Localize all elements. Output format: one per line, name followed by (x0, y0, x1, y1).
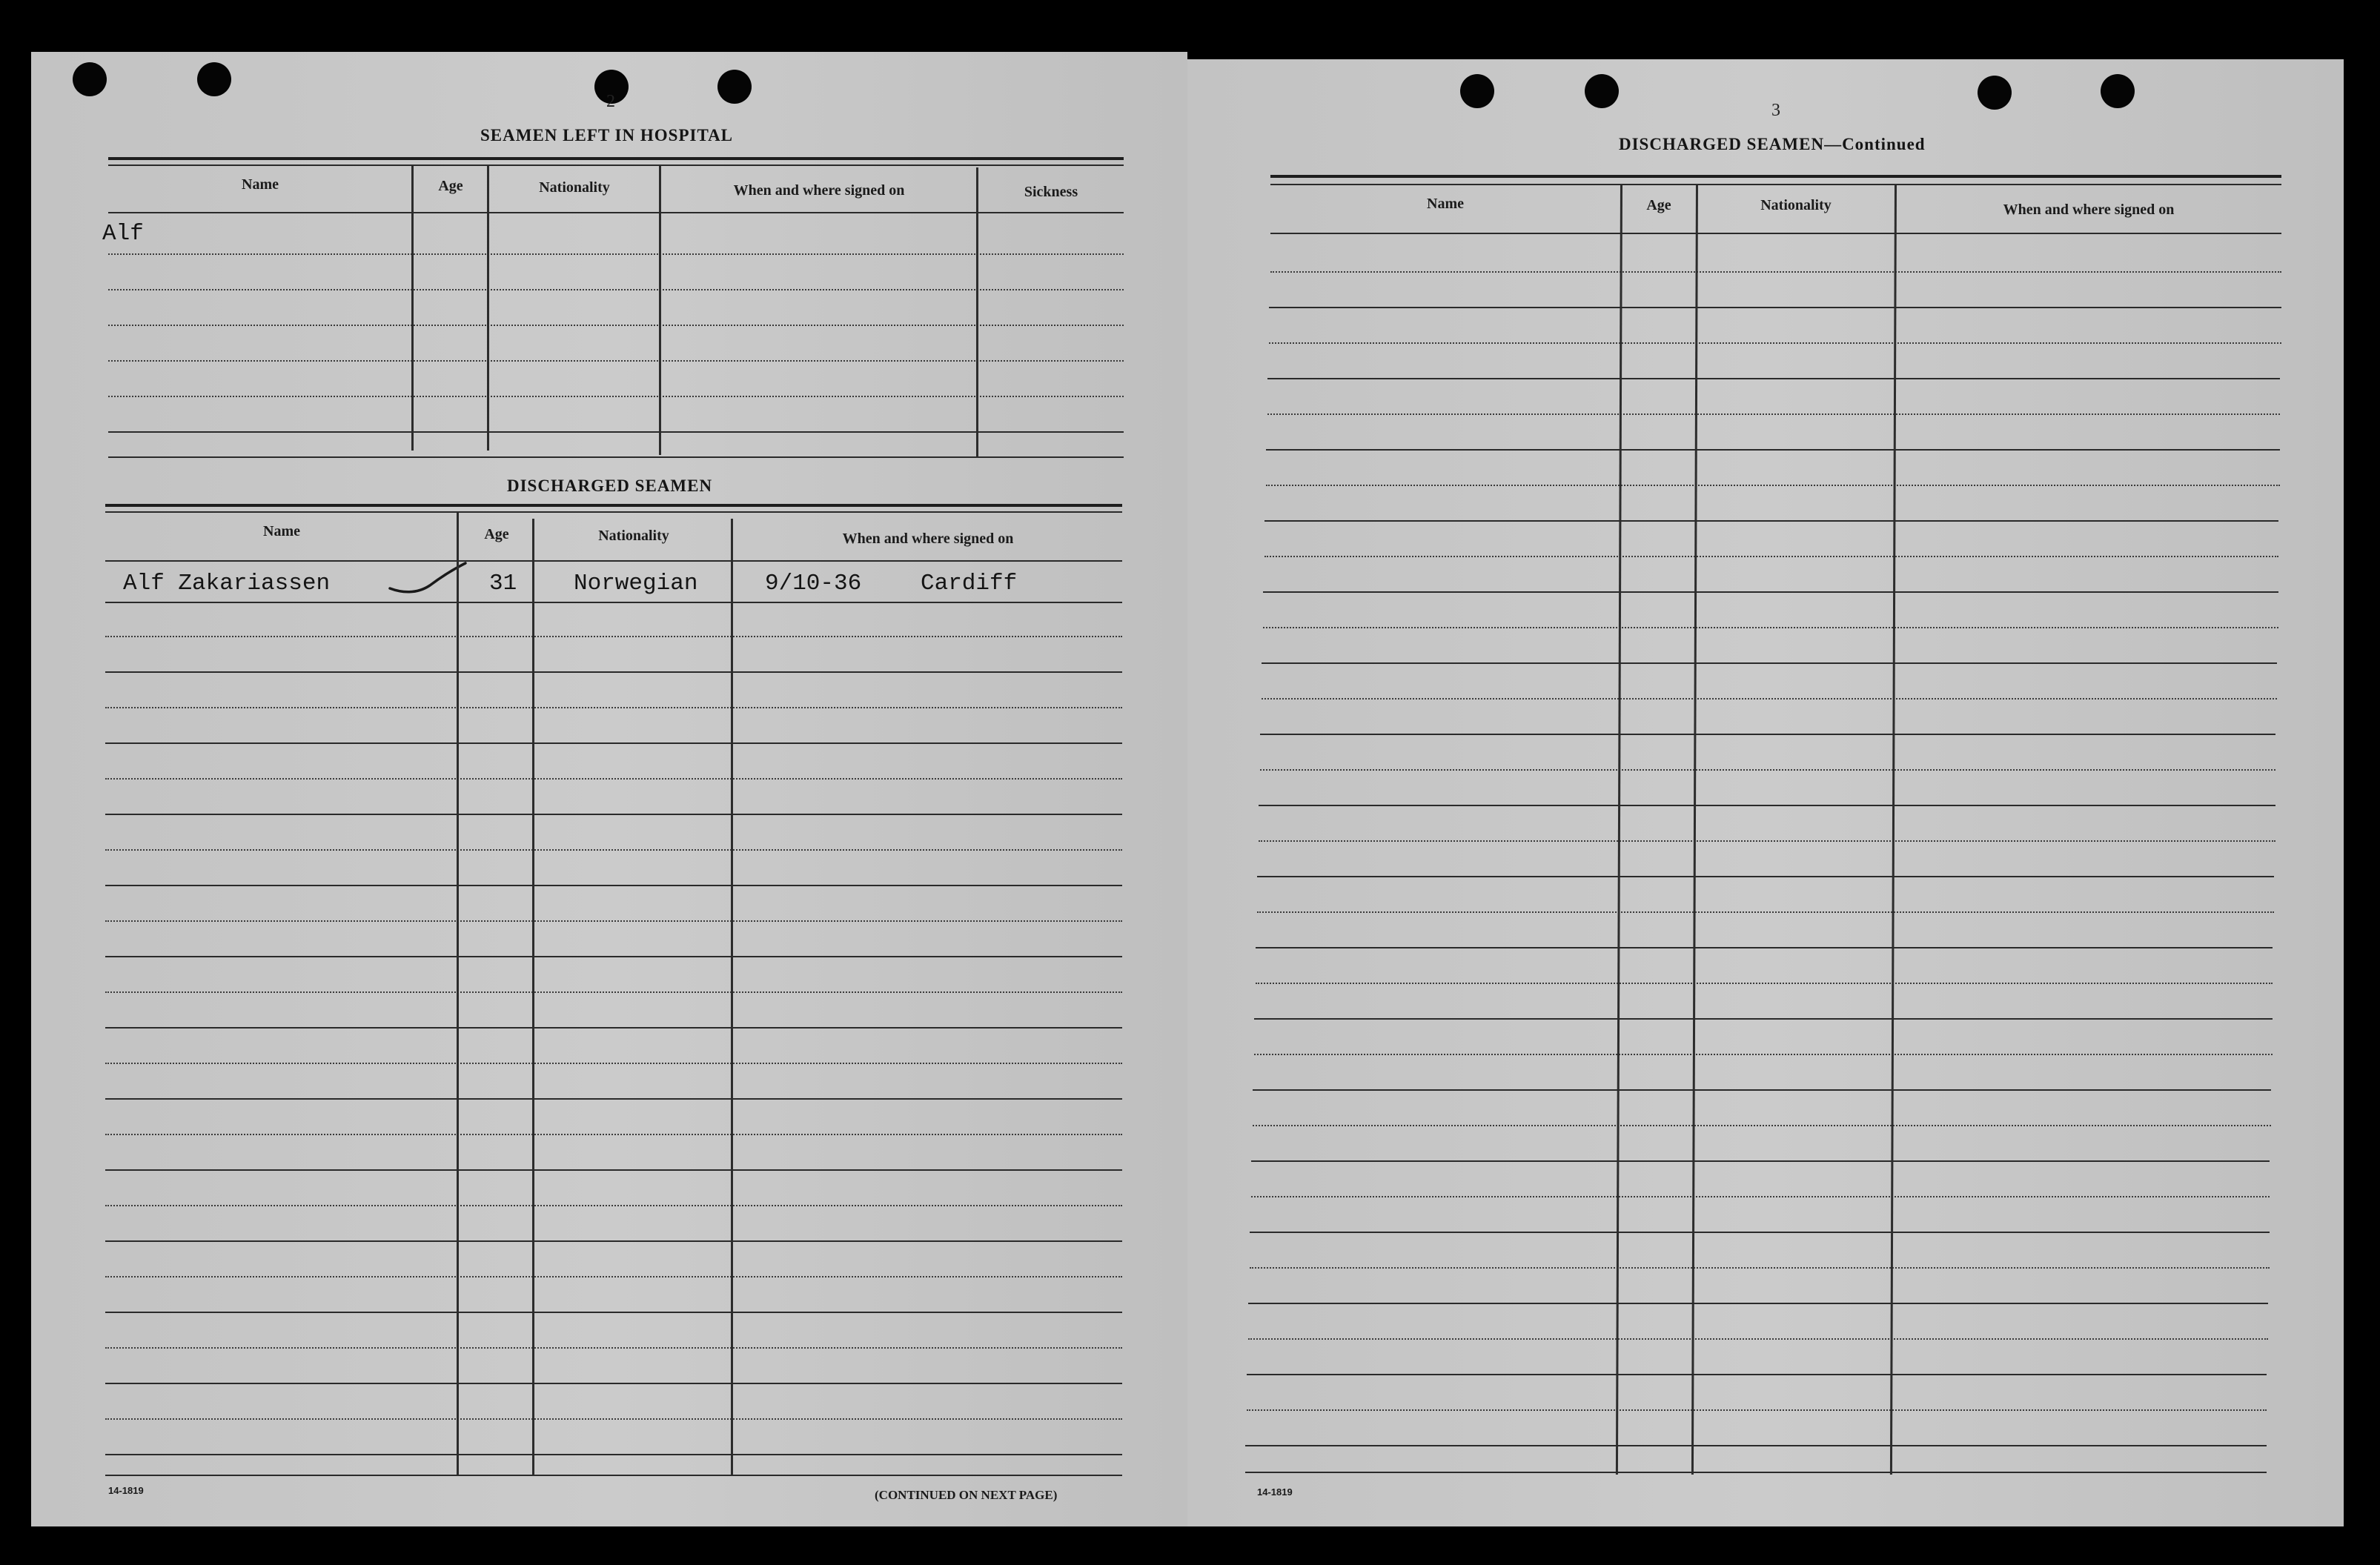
form-number: 14-1819 (108, 1485, 144, 1496)
form-number: 14-1819 (1257, 1486, 1293, 1498)
discharged-entry-date: 9/10-36 (765, 571, 862, 597)
discharged-header-signed-on: When and where signed on (842, 531, 1014, 547)
hospital-header-age: Age (438, 178, 463, 194)
page-number: 2 (606, 92, 615, 111)
discharged-section-title: DISCHARGED SEAMEN (507, 476, 713, 495)
discharged-header-nationality: Nationality (598, 528, 669, 544)
hospital-header-nationality: Nationality (539, 179, 610, 196)
discharged-entry-nationality: Norwegian (574, 571, 698, 597)
discharged-header-name: Name (263, 523, 300, 539)
continued-header-age: Age (1646, 197, 1671, 213)
discharged-entry-place: Cardiff (921, 571, 1018, 597)
right-page (1187, 59, 2344, 1526)
discharged-entry-name: Alf Zakariassen (123, 571, 331, 597)
discharged-entry-age: 31 (489, 571, 517, 597)
continued-header-nationality: Nationality (1760, 197, 1832, 213)
page-number: 3 (1771, 101, 1780, 120)
continued-header-signed-on: When and where signed on (2003, 202, 2175, 218)
punch-hole (2101, 74, 2135, 108)
discharged-header-age: Age (484, 526, 509, 542)
hospital-header-name: Name (242, 176, 279, 193)
continued-note: (CONTINUED ON NEXT PAGE) (875, 1488, 1058, 1502)
continued-section-title: DISCHARGED SEAMEN—Continued (1619, 135, 1926, 153)
left-page (31, 52, 1187, 1526)
punch-hole (1585, 74, 1619, 108)
hospital-header-signed-on: When and where signed on (733, 182, 905, 199)
hospital-section-title: SEAMEN LEFT IN HOSPITAL (480, 126, 734, 144)
punch-hole (73, 62, 107, 96)
hospital-header-sickness: Sickness (1024, 184, 1078, 200)
punch-hole (1978, 76, 2012, 110)
continued-header-name: Name (1427, 196, 1464, 212)
punch-hole (717, 70, 752, 104)
hospital-entry-name: Alf (102, 221, 144, 247)
punch-hole (1460, 74, 1494, 108)
punch-hole (197, 62, 231, 96)
